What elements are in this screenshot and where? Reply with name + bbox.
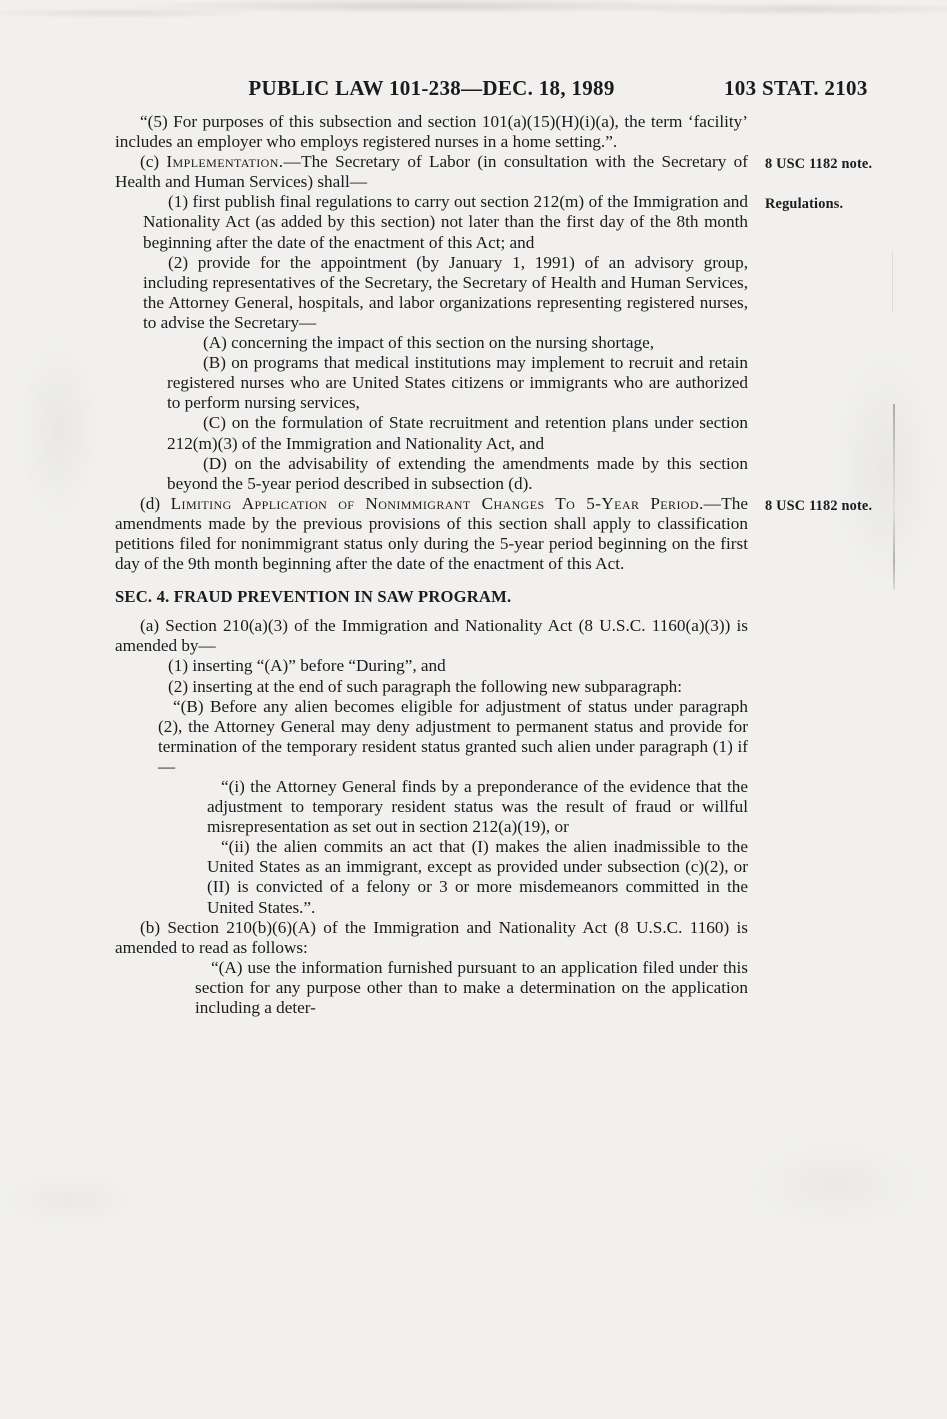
subpara-B-adjustment-denial [158,697,748,777]
running-header-law-title: PUBLIC LAW 101-238—DEC. 18, 1989 [248,76,615,100]
para-c-implementation [115,152,873,192]
para-d-limiting-application [115,493,873,574]
para-text: The Secretary of Labor (in consultation with the Secretary of Health and Human Services) shall— [115,152,748,192]
item-2-inserting-subparagraph [143,677,748,697]
para-text: “(5) For purposes of this subsection and section 101(a)(15)(H)(i)(a), the term ‘facility’ includes an employer who employs registered nurses in a home setting.”. [115,112,748,152]
subitem-C-state-plans [167,413,748,453]
para-a-section-210a3 [115,616,748,656]
para-text: (B) on programs that medical institutions may implement to recruit and retain registered nurses who are United States citizens or immigrants who are authorized to perform nursing services, [167,353,748,413]
para-text: (b) Section 210(b)(6)(A) of the Immigration and Nationality Act (8 U.S.C. 1160) is amended to read as follows: [115,917,748,957]
item-2-advisory-group [143,253,748,333]
running-header-stat-page: 103 STAT. 2103 [724,76,868,100]
para-text: “(i) the Attorney General finds by a preponderance of the evidence that the adjustment to temporary resident status was the result of fraud or willful misrepresentation as set out in section 212(a)(19), or [207,777,748,837]
heading-text: SEC. 4. FRAUD PREVENTION IN SAW PROGRAM. [115,587,512,607]
smallcaps-heading: Limiting Application of Nonimmigrant Changes To 5-Year Period.— [170,493,722,513]
scan-artifact-line [893,404,895,589]
para-text: “(B) Before any alien becomes eligible for adjustment of status under paragraph (2), the Attorney General may deny adjustment to permanent status and provide for termination of the temporary resident status granted such alien under paragraph (1) if— [158,696,748,776]
subpara-A-use-information [195,958,748,1018]
item-1-regulations [143,192,844,252]
para-text: (1) first publish final regulations to carry out section 212(m) of the Immigration and Nationality Act (as added by this section) not later than the first day of the 8th month beginning after the date of the enactment of this Act; and [143,192,748,252]
para-text: “(ii) the alien commits an act that (I) makes the alien inadmissible to the United States as an immigrant, except as provided under subsection (c)(2), or (II) is convicted of a felony or 3 or more misdemeanors committed in the United States.”. [207,837,748,917]
scan-artifact-line [892,252,893,312]
enum-label: (d) [140,493,171,513]
sec-4-heading [115,587,748,607]
subitem-A-nursing-shortage [167,333,748,353]
para-text: (a) Section 210(a)(3) of the Immigration and Nationality Act (8 U.S.C. 1160(a)(3)) is amended by— [115,616,748,656]
para-text: (D) on the advisability of extending the amendments made by this section beyond the 5-year period described in subsection (d). [167,453,748,493]
margin-note-usc-1182-2: 8 USC 1182 note. [765,497,873,514]
clause-i-fraud-finding [207,777,748,837]
subitem-B-recruitment-programs [167,353,748,413]
enum-label: (c) [140,152,167,172]
para-text: (A) concerning the impact of this section on the nursing shortage, [203,333,655,353]
smallcaps-heading: Implementation.— [166,152,302,172]
para-text: (1) inserting “(A)” before “During”, and [168,656,446,676]
para-b-section-210b6A [115,918,748,958]
margin-note-usc-1182-1: 8 USC 1182 note. [765,156,873,173]
clause-ii-inadmissible-act [207,837,748,917]
para-text: “(A) use the information furnished pursuant to an application filed under this section for any purpose other than to make a determination on the application including a deter- [195,957,748,1018]
para-text: (2) provide for the appointment (by January 1, 1991) of an advisory group, including representatives of the Secretary, the Secretary of Health and Human Services, the Attorney General, hospitals, and labor organizations representing registered nurses, to advise the Secretary— [143,252,748,332]
para-text: (C) on the formulation of State recruitment and retention plans under section 212(m)(3) of the Immigration and Nationality Act, and [167,413,748,453]
margin-note-regulations: Regulations. [765,196,844,213]
subitem-D-advisability [167,454,748,494]
item-1-inserting-A [143,656,748,676]
para-text: The amendments made by the previous provisions of this section shall apply to classification petitions filed for nonimmigrant status only during the 5-year period beginning on the first day of the 9th month beginning after the date of the enactment of this Act. [115,493,748,574]
statute-text-column [115,112,873,1018]
para-text: (2) inserting at the end of such paragraph the following new subparagraph: [168,676,683,696]
para-5-facility-definition [115,112,748,152]
